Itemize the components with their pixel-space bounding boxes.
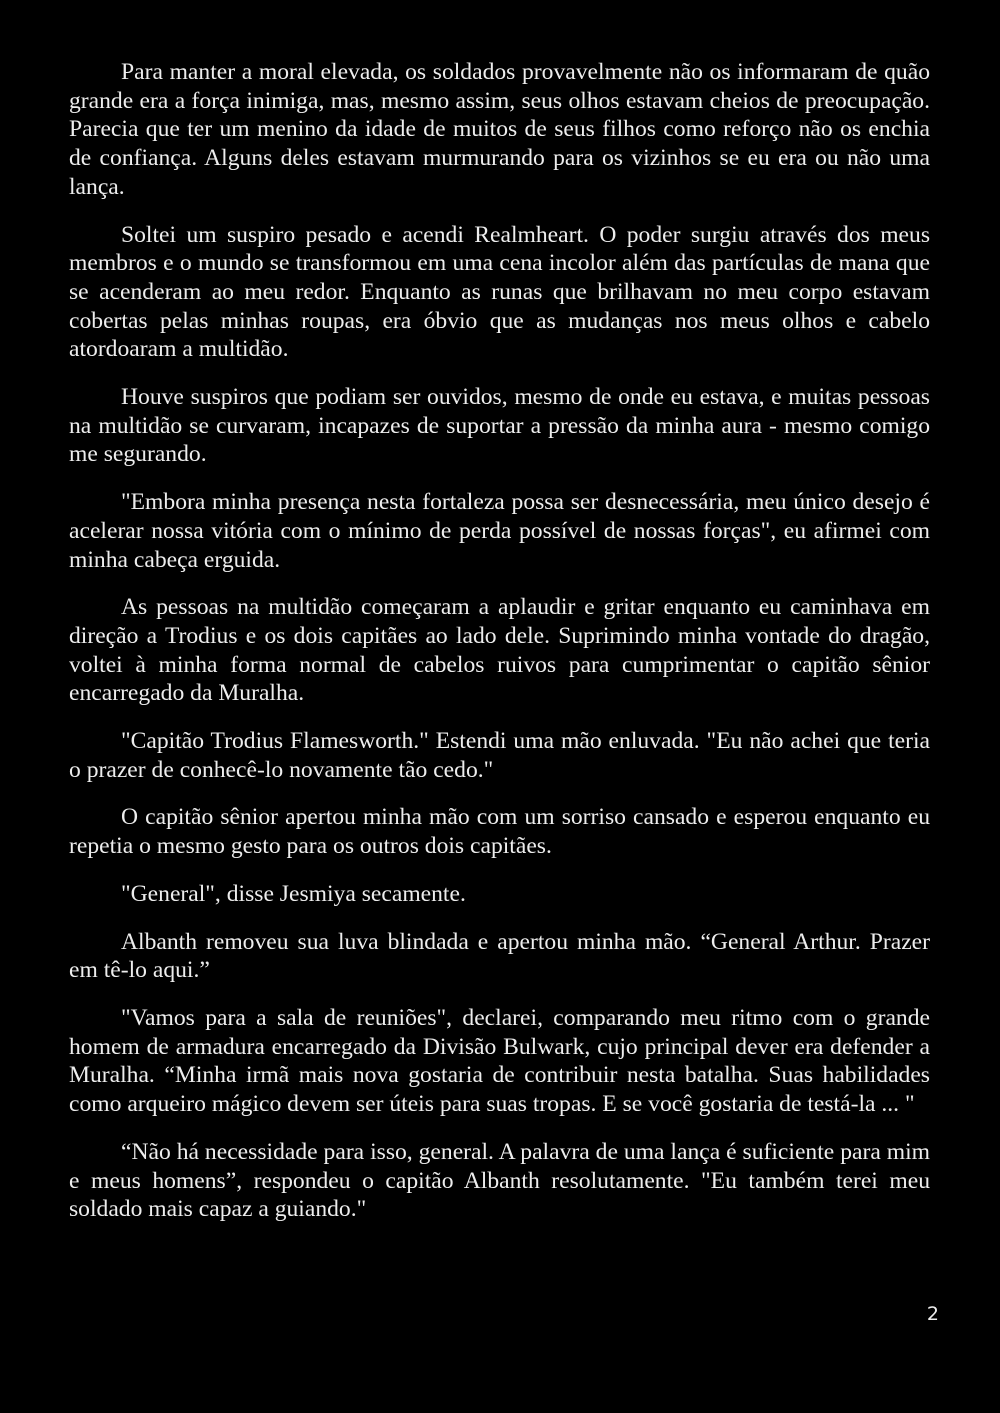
paragraph: Houve suspiros que podiam ser ouvidos, mesmo de onde eu estava, e muitas pessoas na multidão se curvaram, incapazes de suportar a pressão da minha aura - mesmo comigo me segurando. — [69, 384, 930, 468]
paragraph: "General", disse Jesmiya secamente. — [121, 880, 466, 907]
text-body — [69, 58, 930, 1243]
paragraph: "Embora minha presença nesta fortaleza possa ser desnecessária, meu único desejo é acelerar nossa vitória com o mínimo de perda possível de nossas forças", eu afirmei com minha cabeça erguida. — [69, 489, 930, 573]
paragraph: “Não há necessidade para isso, general. A palavra de uma lança é suficiente para mim e meus homens”, respondeu o capitão Albanth resolutamente. "Eu também terei meu soldado mais capaz a guiando." — [69, 1138, 930, 1223]
paragraph: Albanth removeu sua luva blindada e apertou minha mão. “General Arthur. Prazer em tê-lo aqui.” — [69, 928, 930, 984]
paragraph: O capitão sênior apertou minha mão com um sorriso cansado e esperou enquanto eu repetia o mesmo gesto para os outros dois capitães. — [69, 804, 930, 860]
paragraph: "Capitão Trodius Flamesworth." Estendi uma mão enluvada. "Eu não achei que teria o prazer de conhecê-lo novamente tão cedo." — [69, 728, 930, 783]
paragraph: "Vamos para a sala de reuniões", declarei, comparando meu ritmo com o grande homem de armadura encarregado da Divisão Bulwark, cujo principal dever era defender a Muralha. “Minha irmã mais nova gostaria de contribuir nesta batalha. Suas habilidades como arqueiro mágico devem ser úteis para suas tropas. E se você gostaria de testá-la ... " — [69, 1004, 930, 1118]
paragraph: Para manter a moral elevada, os soldados provavelmente não os informaram de quão grande era a força inimiga, mas, mesmo assim, seus olhos estavam cheios de preocupação. Parecia que ter um menino da idade de muitos de seus filhos como reforço não os enchia de confiança. Alguns deles estavam murmurando para os vizinhos se eu era ou não uma lança. — [69, 59, 930, 200]
paragraph: Soltei um suspiro pesado e acendi Realmheart. O poder surgiu através dos meus membros e o mundo se transformou em uma cena incolor além das partículas de mana que se acenderam ao meu redor. Enquanto as runas que brilhavam no meu corpo estavam cobertas pelas minhas roupas, era óbvio que as mudanças nos meus olhos e cabelo atordoaram a multidão. — [69, 221, 930, 363]
page-number: 2 — [926, 1303, 939, 1325]
paragraph: As pessoas na multidão começaram a aplaudir e gritar enquanto eu caminhava em direção a Trodius e os dois capitães ao lado dele. Suprimindo minha vontade do dragão, voltei à minha forma normal de cabelos ruivos para cumprimentar o capitão sênior encarregado da Muralha. — [69, 594, 930, 707]
